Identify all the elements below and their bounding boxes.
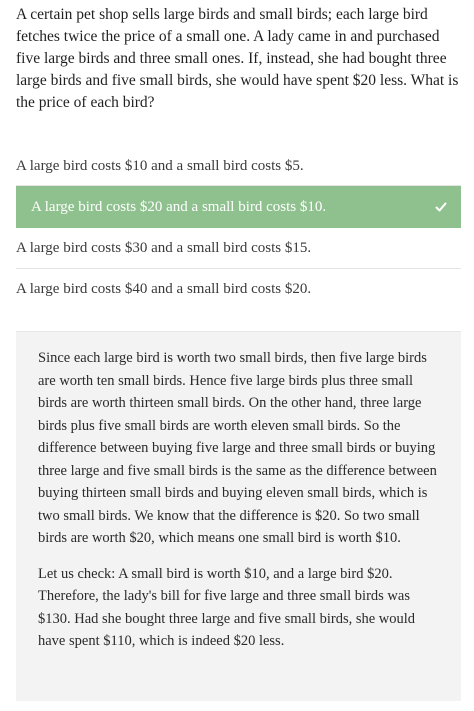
answer-option-label: A large bird costs $30 and a small bird costs $15.	[16, 240, 312, 256]
explanation-paragraph: Since each large bird is worth two small birds, then five large birds are worth ten small birds. Hence five large birds plus three small birds are worth thirteen small birds. On the other hand, three large birds plus five small birds are worth eleven small birds. So the difference between buying five large and three small birds or buying three large and five small birds is the same as the difference between buying thirteen small birds and buying eleven small birds, which is two small birds. We know that the difference is $20. So two small birds are worth $20, which means one small bird is worth $10.	[38, 350, 437, 546]
answer-options	[16, 147, 461, 309]
explanation-panel	[16, 331, 461, 701]
answer-option-1[interactable]	[16, 147, 461, 186]
answer-option-3[interactable]	[16, 228, 461, 269]
check-icon	[435, 201, 447, 213]
question-text: A certain pet shop sells large birds and small birds; each large bird fetches twice the price of a small one. A lady came in and purchased five large birds and three small ones. If, instead, she had bought three large birds and five small birds, she would have spent $20 less. What is the price of each bird?	[16, 6, 459, 111]
answer-option-label: A large bird costs $40 and a small bird costs $20.	[16, 281, 312, 297]
answer-option-4[interactable]	[16, 269, 461, 309]
answer-option-label: A large bird costs $20 and a small bird costs $10.	[31, 199, 327, 215]
answer-option-2-correct[interactable]	[16, 186, 461, 228]
answer-option-label: A large bird costs $10 and a small bird costs $5.	[16, 158, 304, 174]
explanation-paragraph: Let us check: A small bird is worth $10, and a large bird $20. Therefore, the lady's bill for five large and three small birds was $130. Had she bought three large and five small birds, she would have spent $110, which is indeed $20 less.	[38, 565, 416, 649]
